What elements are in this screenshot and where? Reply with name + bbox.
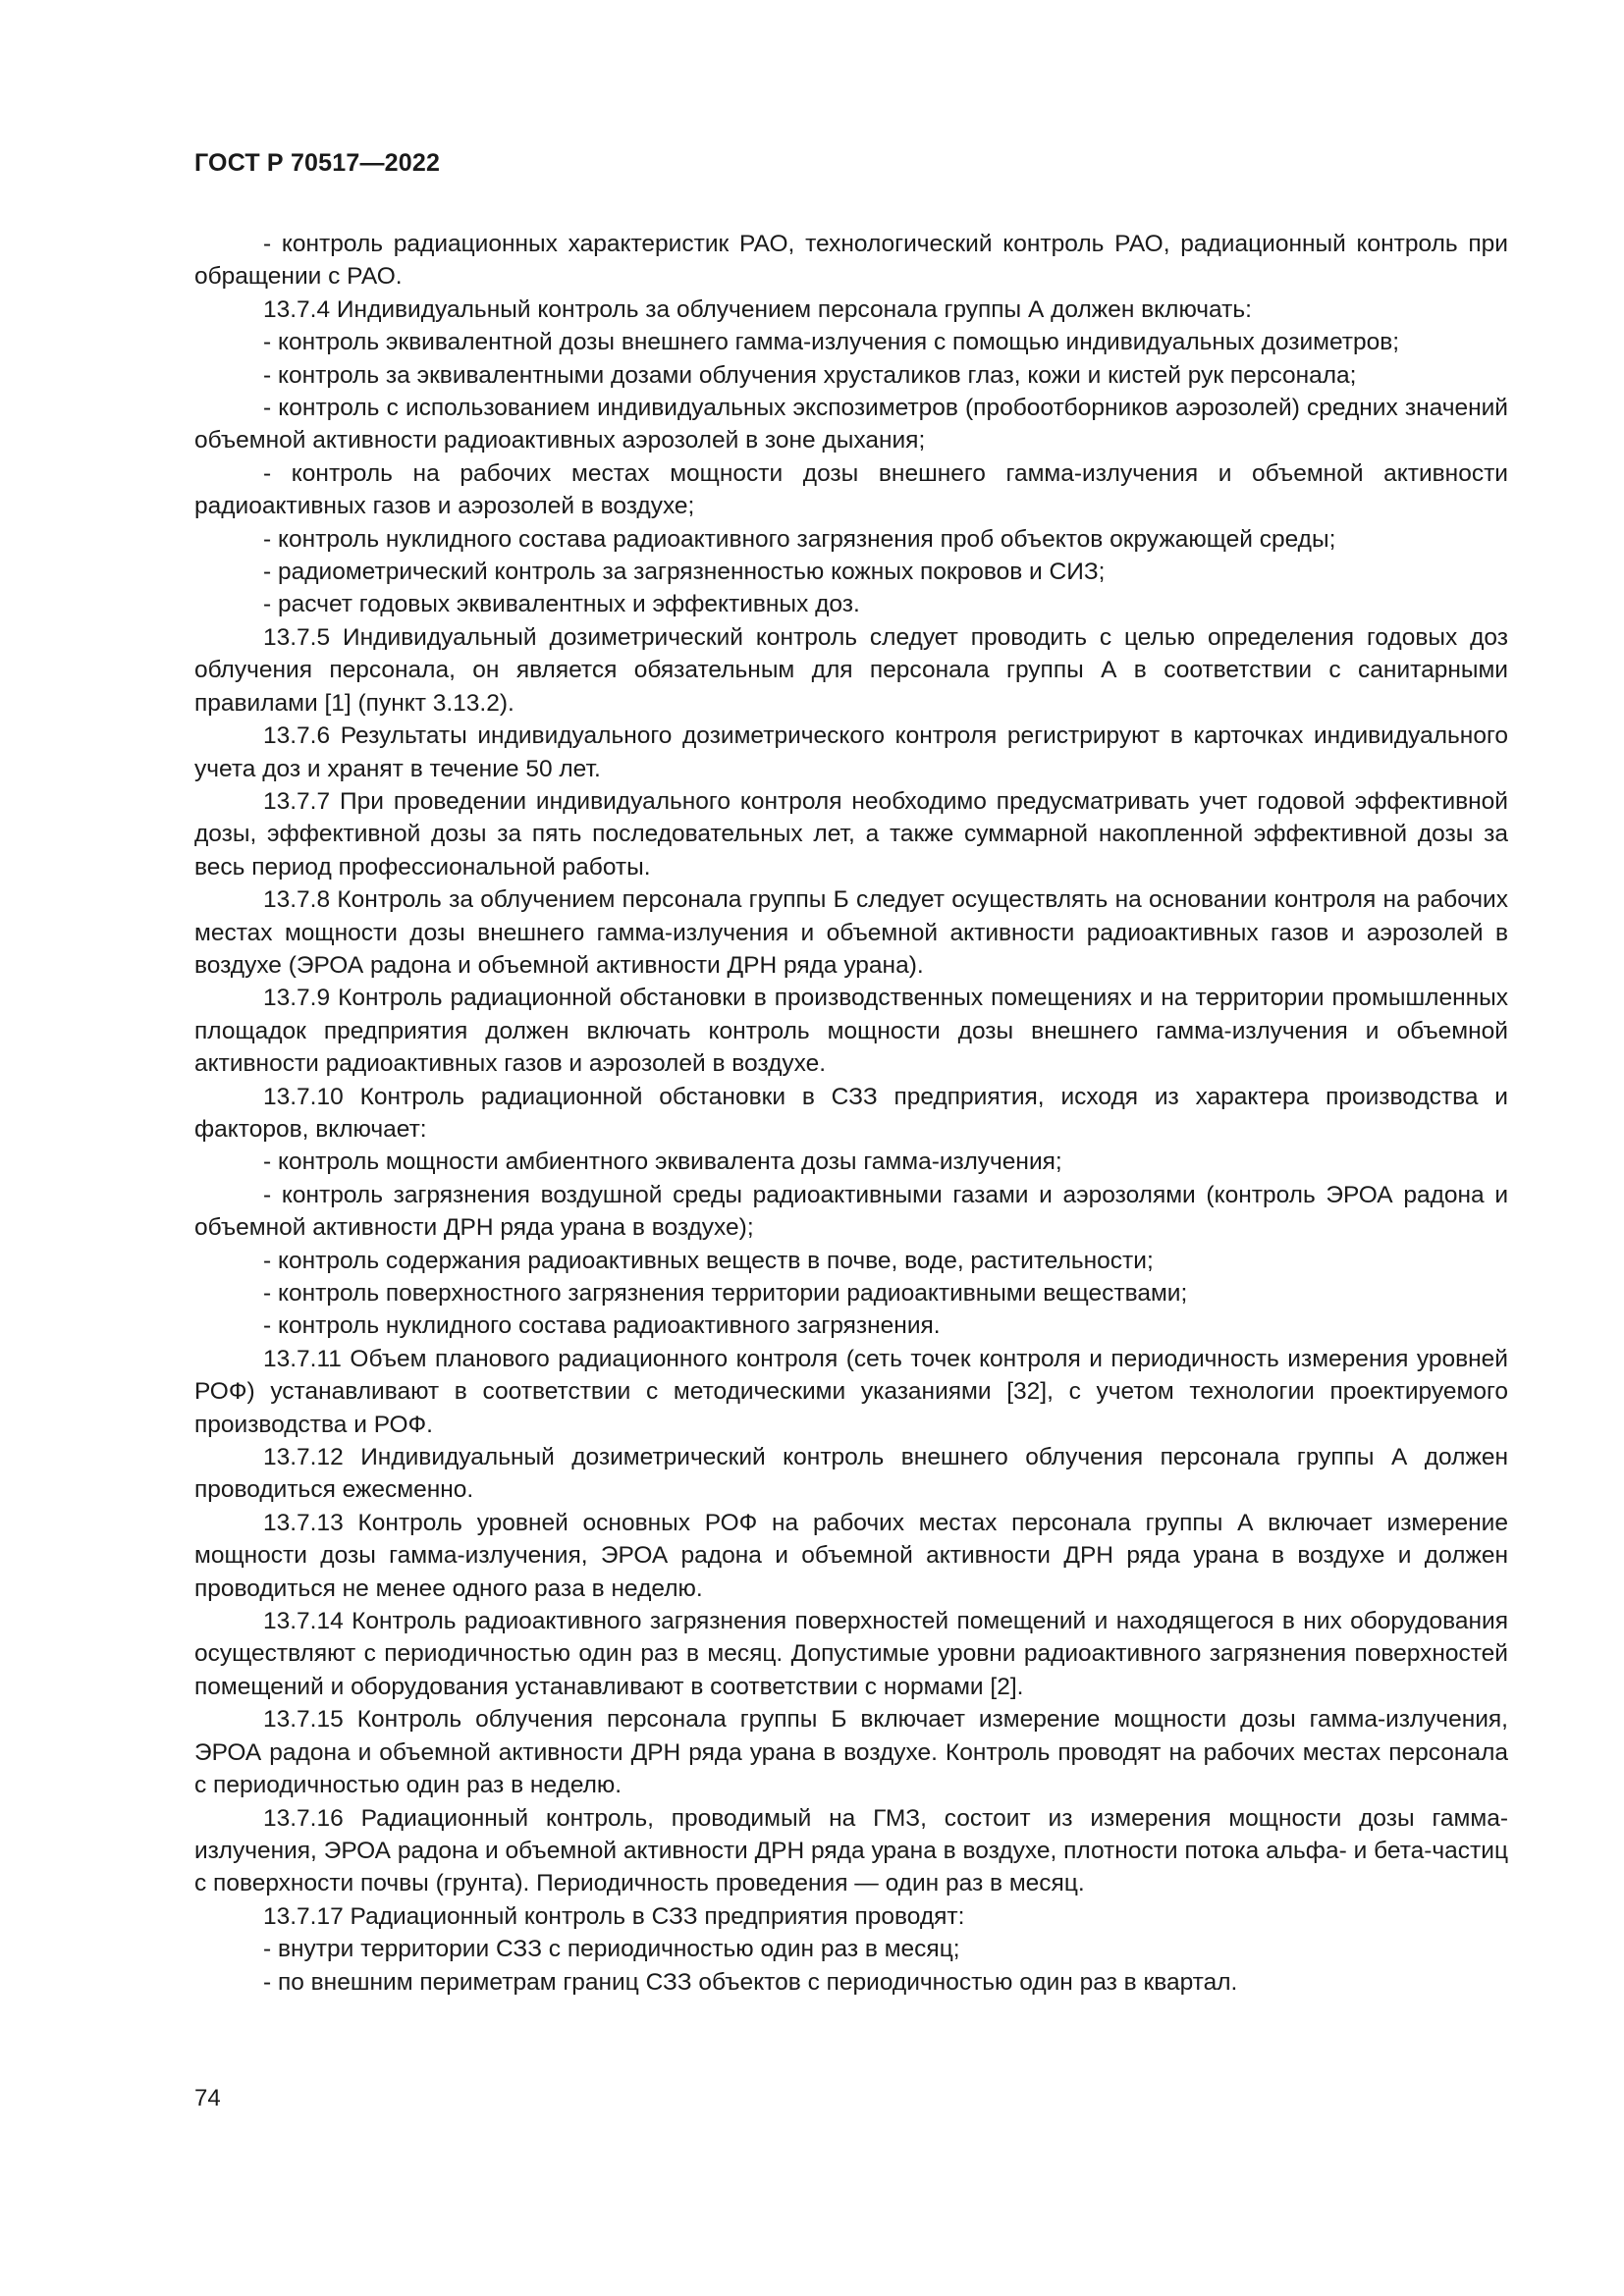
paragraph: - контроль нуклидного состава радиоактивного загрязнения. — [263, 1312, 941, 1340]
paragraph: - контроль поверхностного загрязнения территории радиоактивными веществами; — [263, 1280, 1188, 1307]
paragraph: 13.7.16 Радиационный контроль, проводимый на ГМЗ, состоит из измерения мощности дозы гамма-излучения, ЭРОА радона и объемной активности ДРН ряда урана в воздухе, плотности потока альфа- и бета-частиц с поверхности почвы (грунта). Периодичность проведения — один раз в месяц. — [194, 1804, 1508, 1897]
paragraph: - контроль мощности амбиентного эквивалента дозы гамма-излучения; — [263, 1148, 1062, 1176]
paragraph: 13.7.14 Контроль радиоактивного загрязнения поверхностей помещений и находящегося в них оборудования осуществляют с периодичностью один раз в месяц. Допустимые уровни радиоактивного загрязнения поверхностей помещений и оборудования устанавливают в соответствии с нормами [2]. — [194, 1608, 1508, 1700]
paragraph: 13.7.5 Индивидуальный дозиметрический контроль следует проводить с целью определения годовых доз облучения персонала, он является обязательным для персонала группы А в соответствии с санитарными правилами [1] (пункт 3.13.2). — [194, 623, 1508, 717]
document-body — [194, 228, 1508, 1999]
paragraph: - контроль эквивалентной дозы внешнего гамма-излучения с помощью индивидуальных дозиметров; — [263, 329, 1400, 356]
paragraph: - контроль радиационных характеристик РАО, технологический контроль РАО, радиационный контроль при обращении с РАО. — [194, 231, 1508, 291]
paragraph: 13.7.4 Индивидуальный контроль за облучением персонала группы А должен включать: — [263, 295, 1252, 323]
paragraph: 13.7.7 При проведении индивидуального контроля необходимо предусматривать учет годовой эффективной дозы, эффективной дозы за пять последовательных лет, а также суммарной накопленной эффективной дозы за весь период профессиональной работы. — [194, 787, 1508, 881]
paragraph: - контроль загрязнения воздушной среды радиоактивными газами и аэрозолями (контроль ЭРОА радона и объемной активности ДРН ряда урана в воздухе); — [194, 1181, 1508, 1242]
paragraph: - расчет годовых эквивалентных и эффективных доз. — [263, 591, 860, 618]
paragraph: 13.7.10 Контроль радиационной обстановки в СЗЗ предприятия, исходя из характера производства и факторов, включает: — [194, 1083, 1508, 1143]
paragraph: - контроль содержания радиоактивных веществ в почве, воде, растительности; — [263, 1247, 1154, 1274]
paragraph: 13.7.11 Объем планового радиационного контроля (сеть точек контроля и периодичность измерения уровней РОФ) устанавливают в соответствии с методическими указаниями [32], с учетом технологии проектируемого производства и РОФ. — [194, 1345, 1508, 1438]
paragraph: 13.7.8 Контроль за облучением персонала группы Б следует осуществлять на основании контроля на рабочих местах мощности дозы внешнего гамма-излучения и объемной активности радиоактивных газов и аэрозолей в воздухе (ЭРОА радона и объемной активности ДРН ряда урана). — [194, 886, 1508, 979]
paragraph: - контроль нуклидного состава радиоактивного загрязнения проб объектов окружающей среды; — [263, 525, 1336, 553]
paragraph: - радиометрический контроль за загрязненностью кожных покровов и СИЗ; — [263, 559, 1106, 586]
document-header: ГОСТ Р 70517—2022 — [194, 149, 441, 177]
paragraph: - контроль с использованием индивидуальных экспозиметров (пробоотборников аэрозолей) средних значений объемной активности радиоактивных аэрозолей в зоне дыхания; — [194, 395, 1508, 454]
paragraph: 13.7.9 Контроль радиационной обстановки в производственных помещениях и на территории промышленных площадок предприятия должен включать контроль мощности дозы внешнего гамма-излучения и объемной активности радиоактивных газов и аэрозолей в воздухе. — [194, 985, 1508, 1078]
paragraph: - внутри территории СЗЗ с периодичностью один раз в месяц; — [263, 1936, 960, 1963]
paragraph: 13.7.17 Радиационный контроль в СЗЗ предприятия проводят: — [263, 1902, 965, 1930]
paragraph: 13.7.15 Контроль облучения персонала группы Б включает измерение мощности дозы гамма-излучения, ЭРОА радона и объемной активности ДРН ряда урана в воздухе. Контроль проводят на рабочих местах персонала с периодичностью один раз в неделю. — [194, 1706, 1508, 1799]
paragraph: - контроль на рабочих местах мощности дозы внешнего гамма-излучения и объемной активности радиоактивных газов и аэрозолей в воздухе; — [194, 459, 1508, 520]
page-number: 74 — [194, 2085, 221, 2111]
paragraph: - контроль за эквивалентными дозами облучения хрусталиков глаз, кожи и кистей рук персонала; — [263, 361, 1357, 389]
paragraph: 13.7.6 Результаты индивидуального дозиметрического контроля регистрируют в карточках индивидуального учета доз и хранят в течение 50 лет. — [194, 722, 1508, 782]
paragraph: 13.7.12 Индивидуальный дозиметрический контроль внешнего облучения персонала группы А должен проводиться ежесменно. — [194, 1444, 1508, 1504]
paragraph: - по внешним периметрам границ СЗЗ объектов с периодичностью один раз в квартал. — [263, 1968, 1238, 1996]
paragraph: 13.7.13 Контроль уровней основных РОФ на рабочих местах персонала группы А включает измерение мощности дозы гамма-излучения, ЭРОА радона и объемной активности ДРН ряда урана в воздухе и должен проводиться не менее одного раза в неделю. — [194, 1509, 1508, 1602]
